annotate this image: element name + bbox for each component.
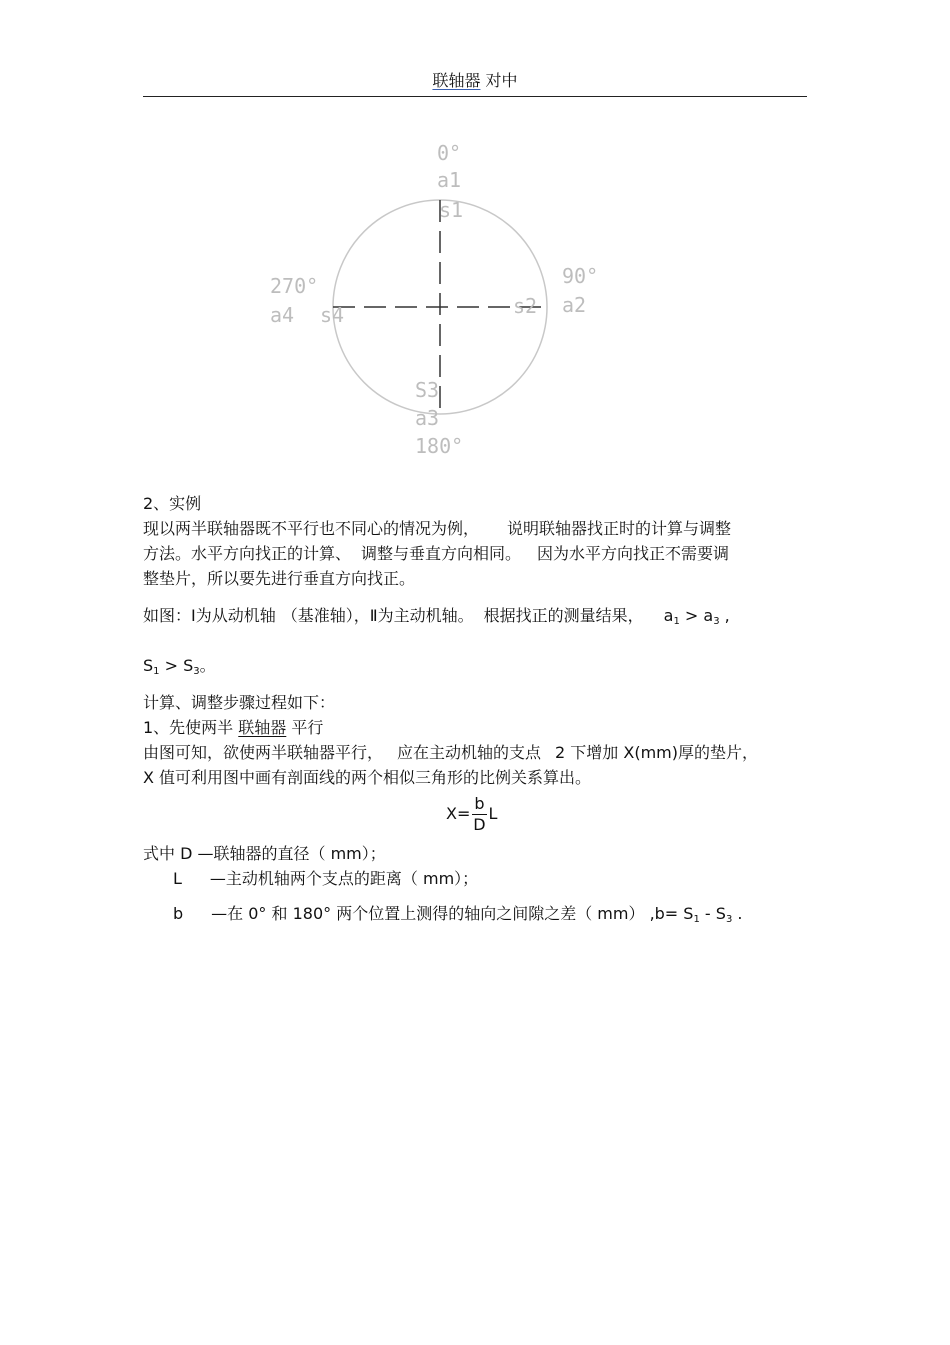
def-b: b —在 0° 和 180° 两个位置上测得的轴向之间隙之差（ mm） ,b= S1 - S3 .: [173, 904, 743, 925]
formula-fraction: [472, 794, 486, 835]
formula-rhs: L: [488, 804, 498, 823]
label-bottom-s: S3: [415, 378, 440, 402]
page-header: [143, 66, 807, 97]
def-l: L —主动机轴两个支点的距离（ mm）；: [173, 869, 479, 888]
para3: S1 > S3。: [143, 656, 216, 677]
para1-line3: 整垫片，所以要先进行垂直方向找正。: [143, 569, 416, 588]
label-right-a: a2: [562, 293, 587, 317]
steps-heading: 计算、调整步骤过程如下：: [143, 693, 336, 712]
def-d: 式中 D —联轴器的直径（ mm）；: [143, 844, 386, 863]
step1-para-line2: X 值可利用图中画有剖面线的两个相似三角形的比例关系算出。: [143, 768, 592, 787]
formula: [446, 794, 497, 835]
label-left-s: s4: [320, 303, 345, 327]
header-link-term[interactable]: 联轴器: [432, 71, 481, 90]
alignment-diagram: [260, 135, 620, 465]
label-bottom-angle: 180°: [415, 434, 464, 458]
label-left-angle: 270°: [270, 274, 319, 298]
formula-lhs: X=: [446, 804, 471, 823]
formula-numerator: b: [474, 794, 485, 813]
label-top-s: s1: [439, 198, 464, 222]
step1-heading: 1、先使两半 联轴器 平行: [143, 718, 324, 737]
step1-link[interactable]: 联轴器: [238, 718, 287, 737]
label-right-angle: 90°: [562, 264, 599, 288]
label-right-s: s2: [513, 294, 538, 318]
section-heading: 2、实例: [143, 494, 202, 513]
label-bottom-a: a3: [415, 406, 440, 430]
label-top-angle: 0°: [437, 141, 462, 165]
para1-line1: 现以两半联轴器既不平行也不同心的情况为例， 说明联轴器找正时的计算与调整: [143, 519, 732, 538]
step1-para-line1: 由图可知，欲使两半联轴器平行， 应在主动机轴的支点 2 下增加 X(mm)厚的垫片，: [143, 743, 759, 762]
para2: 如图：Ⅰ为从动机轴 （基准轴），Ⅱ为主动机轴。 根据找正的测量结果， a1 > a3 ,: [143, 606, 730, 627]
formula-denominator: D: [473, 815, 486, 834]
label-top-a: a1: [437, 168, 462, 192]
label-left-a: a4: [270, 303, 295, 327]
para1-line2: 方法。水平方向找正的计算、 调整与垂直方向相同。 因为水平方向找正不需要调: [143, 544, 730, 563]
header-title-rest: 对中: [480, 71, 518, 90]
